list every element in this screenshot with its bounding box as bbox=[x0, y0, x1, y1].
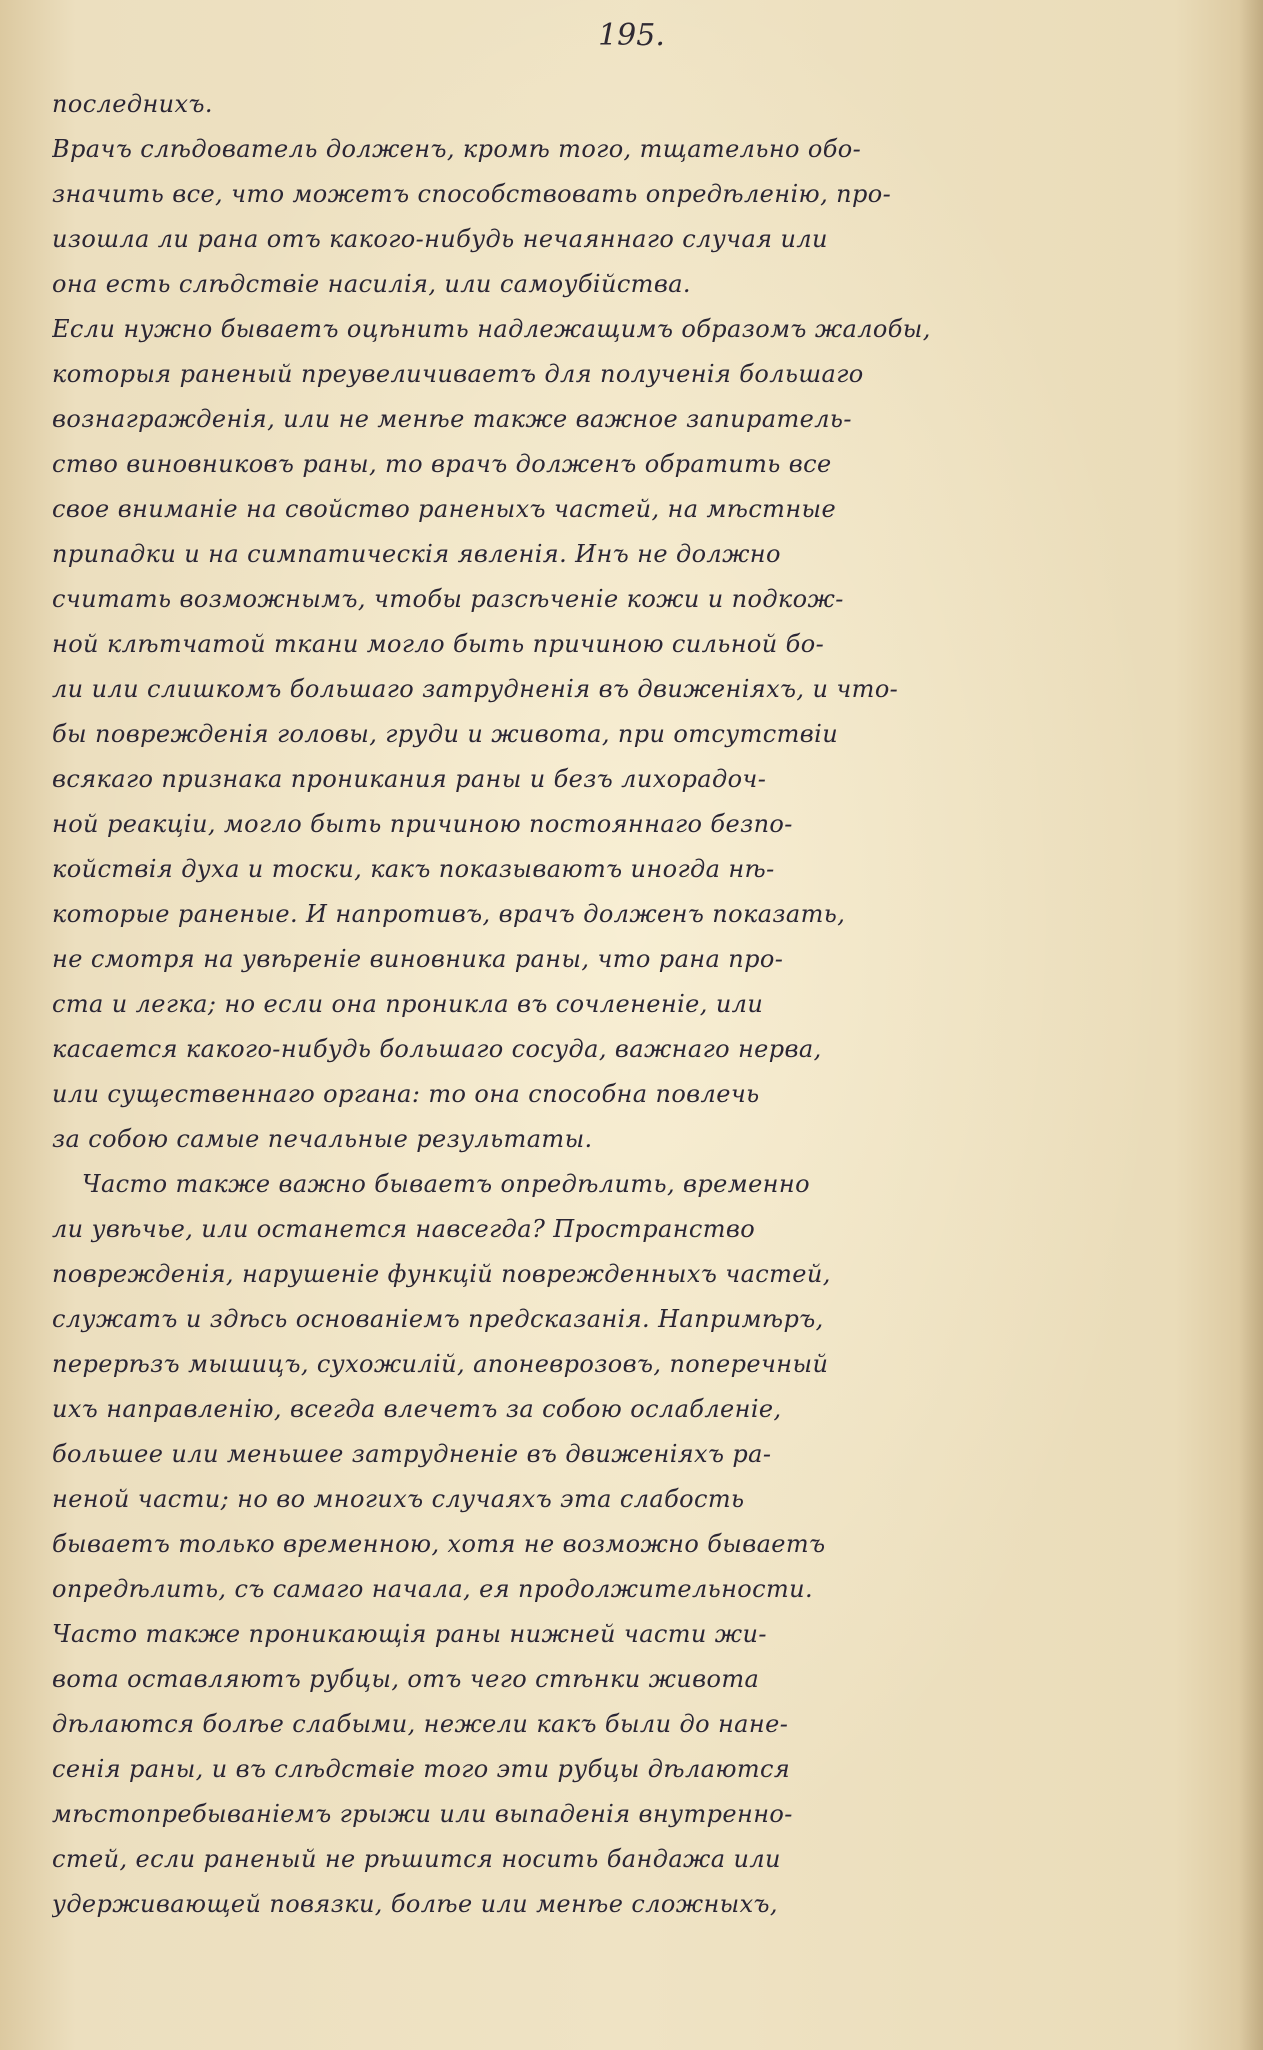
text-line: ихъ направленію, всегда влечетъ за собою ослабленіе, bbox=[52, 1395, 782, 1423]
text-line: всякаго признака проникания раны и безъ лихорадоч- bbox=[52, 765, 767, 793]
text-line: считать возможнымъ, чтобы разсѣченіе кожи и подкож- bbox=[52, 585, 844, 613]
text-line: поврежденія, нарушеніе функцій поврежденныхъ частей, bbox=[52, 1260, 831, 1288]
text-line: опредѣлить, съ самаго начала, ея продолжительности. bbox=[52, 1575, 814, 1603]
text-line: вота оставляютъ рубцы, отъ чего стѣнки живота bbox=[52, 1665, 760, 1693]
text-line: перерѣзъ мышицъ, сухожилій, апоневрозовъ, поперечный bbox=[52, 1350, 829, 1378]
text-line: ной клѣтчатой ткани могло быть причиною сильной бо- bbox=[52, 630, 825, 658]
text-line: койствія духа и тоски, какъ показываютъ иногда нѣ- bbox=[52, 855, 775, 883]
page-edge-shadow bbox=[1239, 0, 1263, 2050]
text-line: бываетъ только временною, хотя не возможно бываетъ bbox=[52, 1530, 826, 1558]
text-line: неной части; но во многихъ случаяхъ эта слабость bbox=[52, 1485, 745, 1513]
text-line: стей, если раненый не рѣшится носить бандажа или bbox=[52, 1845, 781, 1873]
page-number: 195. bbox=[598, 18, 665, 53]
text-line: которыя раненый преувеличиваетъ для полученія большаго bbox=[52, 360, 864, 388]
text-line: не смотря на увѣреніе виновника раны, что рана про- bbox=[52, 945, 784, 973]
text-line: Врачъ слѣдователь долженъ, кромѣ того, тщательно обо- bbox=[52, 135, 862, 163]
text-line: она есть слѣдствіе насилія, или самоубійства. bbox=[52, 270, 691, 298]
text-line: припадки и на симпатическія явленія. Инъ не должно bbox=[52, 540, 781, 568]
text-line: большее или меньшее затрудненіе въ движеніяхъ ра- bbox=[52, 1440, 772, 1468]
text-line: свое вниманіе на свойство раненыхъ частей, на мѣстные bbox=[52, 495, 837, 523]
text-line: ство виновниковъ раны, то врачъ долженъ обратить все bbox=[52, 450, 832, 478]
text-line: вознагражденія, или не менѣе также важное запиратель- bbox=[52, 405, 852, 433]
text-line: ной реакціи, могло быть причиною постояннаго безпо- bbox=[52, 810, 793, 838]
text-line: последнихъ. bbox=[52, 90, 213, 118]
text-line: мѣстопребываніемъ грыжи или выпаденія внутренно- bbox=[52, 1800, 793, 1828]
text-line: удерживающей повязки, болѣе или менѣе сложныхъ, bbox=[52, 1890, 778, 1918]
text-line: служатъ и здѣсь основаніемъ предсказанія. Напримѣръ, bbox=[52, 1305, 824, 1333]
text-line: за собою самые печальные результаты. bbox=[52, 1125, 593, 1153]
handwritten-text bbox=[52, 82, 1212, 1927]
text-line: Часто также проникающія раны нижней части жи- bbox=[52, 1620, 767, 1648]
text-line: ли или слишкомъ большаго затрудненія въ движеніяхъ, и что- bbox=[52, 675, 899, 703]
text-line: дѣлаются болѣе слабыми, нежели какъ были до нане- bbox=[52, 1710, 789, 1738]
text-line: бы поврежденія головы, груди и живота, при отсутствіи bbox=[52, 720, 839, 748]
text-line: ли увѣчье, или останется навсегда? Пространство bbox=[52, 1215, 756, 1243]
text-line: Часто также важно бываетъ опредѣлить, временно bbox=[82, 1170, 810, 1198]
text-line: значить все, что можетъ способствовать опредѣленію, про- bbox=[52, 180, 892, 208]
text-line: изошла ли рана отъ какого-нибудь нечаяннаго случая или bbox=[52, 225, 828, 253]
text-line: ста и легка; но если она проникла въ сочлененіе, или bbox=[52, 990, 764, 1018]
text-line: Если нужно бываетъ оцѣнить надлежащимъ образомъ жалобы, bbox=[52, 315, 931, 343]
text-line: сенія раны, и въ слѣдствіе того эти рубцы дѣлаются bbox=[52, 1755, 791, 1783]
text-line: которые раненые. И напротивъ, врачъ долженъ показать, bbox=[52, 900, 846, 928]
text-line: касается какого-нибудь большаго сосуда, важнаго нерва, bbox=[52, 1035, 822, 1063]
text-line: или существеннаго органа: то она способна повлечь bbox=[52, 1080, 760, 1108]
